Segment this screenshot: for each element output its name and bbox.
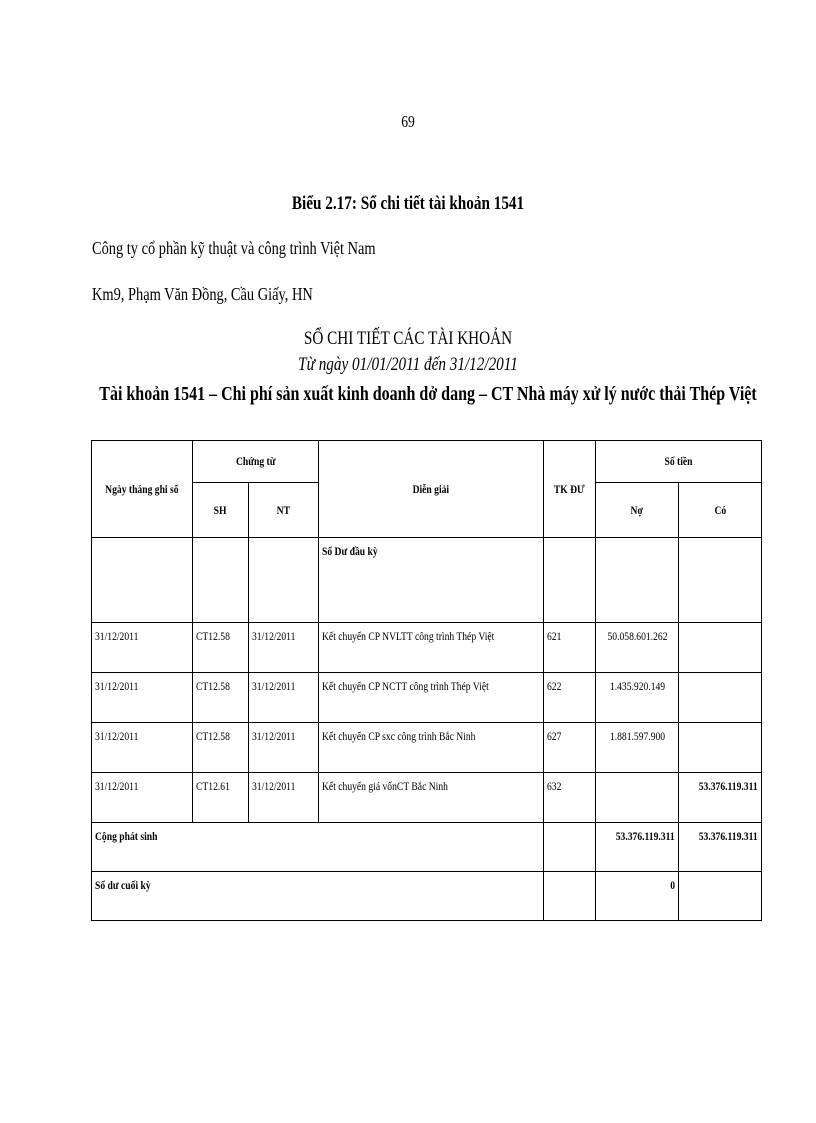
table-row: 31/12/2011 CT12.58 31/12/2011 Kết chuyển CP NCTT công trình Thép Việt 622 1.435.920.149 bbox=[92, 673, 762, 723]
closing-balance-row bbox=[92, 872, 762, 921]
total-credit: 53.376.119.311 bbox=[679, 823, 762, 872]
page-number: 69 bbox=[401, 112, 415, 131]
header-credit: Có bbox=[679, 483, 762, 538]
opening-balance-row bbox=[92, 538, 762, 623]
date-range: Từ ngày 01/01/2011 đến 31/12/2011 bbox=[298, 354, 518, 375]
header-voucher-date: NT bbox=[249, 483, 319, 538]
opening-balance-label: Số Dư đầu kỳ bbox=[319, 538, 544, 623]
header-description: Diễn giải bbox=[319, 441, 544, 538]
closing-debit: 0 bbox=[596, 872, 679, 921]
header-voucher: Chứng từ bbox=[193, 441, 319, 483]
header-row-top bbox=[92, 441, 762, 483]
header-amount: Số tiền bbox=[596, 441, 762, 483]
header-voucher-no: SH bbox=[193, 483, 249, 538]
table-row: 31/12/2011 CT12.58 31/12/2011 Kết chuyển CP sxc công trình Bắc Ninh 627 1.881.597.900 bbox=[92, 723, 762, 773]
total-row bbox=[92, 823, 762, 872]
table-row: 31/12/2011 CT12.61 31/12/2011 Kết chuyển giá vốnCT Bắc Ninh 632 53.376.119.311 bbox=[92, 773, 762, 823]
closing-balance-label: Số dư cuối kỳ bbox=[92, 872, 544, 921]
company-address: Km9, Phạm Văn Đồng, Cầu Giấy, HN bbox=[92, 284, 313, 304]
header-contra-account: TK ĐƯ bbox=[544, 441, 596, 538]
account-title: Tài khoản 1541 – Chi phí sản xuất kinh doanh dở dang – CT Nhà máy xử lý nước thải Thép Việt bbox=[99, 383, 757, 405]
company-name: Công ty cổ phần kỹ thuật và công trình Việt Nam bbox=[92, 238, 376, 258]
closing-credit bbox=[679, 872, 762, 921]
header-debit: Nợ bbox=[596, 483, 679, 538]
figure-caption: Biểu 2.17: Sổ chi tiết tài khoản 1541 bbox=[291, 193, 525, 214]
header-record-date: Ngày tháng ghi sổ bbox=[92, 441, 193, 538]
total-debit: 53.376.119.311 bbox=[596, 823, 679, 872]
ledger-table bbox=[91, 440, 762, 921]
total-label: Cộng phát sinh bbox=[92, 823, 544, 872]
document-title: SỔ CHI TIẾT CÁC TÀI KHOẢN bbox=[303, 328, 513, 349]
table-row: 31/12/2011 CT12.58 31/12/2011 Kết chuyển CP NVLTT công trình Thép Việt 621 50.058.601.262 bbox=[92, 623, 762, 673]
